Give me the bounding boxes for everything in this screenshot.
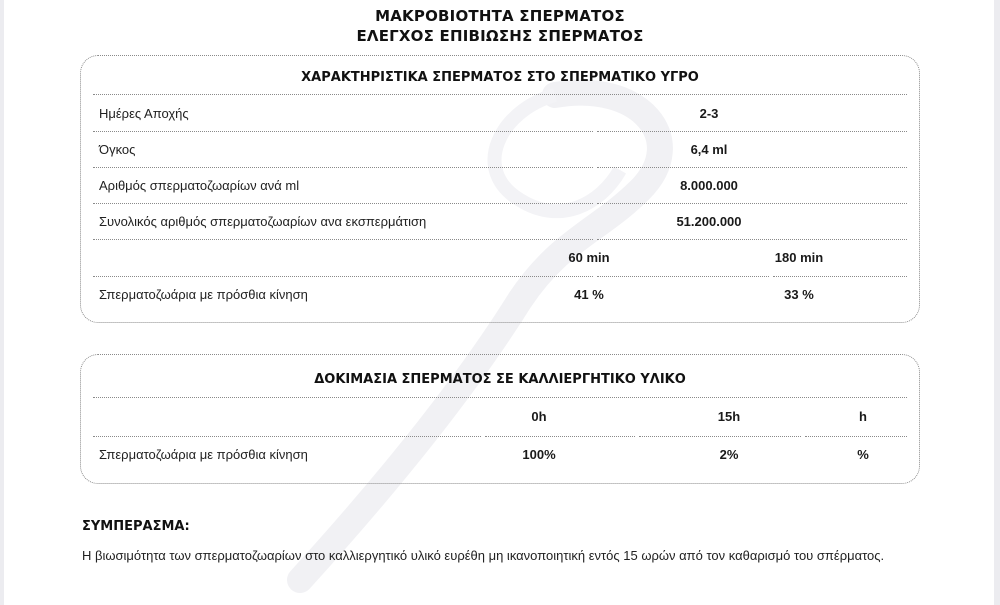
time-header-row xyxy=(93,240,907,276)
row-label: Ημέρες Αποχής xyxy=(99,106,189,121)
time-header: 0h xyxy=(531,409,547,424)
page-edge-right xyxy=(994,0,1000,605)
row-label: Σπερματοζωάρια με πρόσθια κίνηση xyxy=(99,447,308,462)
motility-value: 2% xyxy=(719,447,739,462)
time-header: 15h xyxy=(717,409,741,424)
time-header: 180 min xyxy=(774,250,824,265)
row-value: 6,4 ml xyxy=(690,142,728,157)
document-title xyxy=(0,6,1000,46)
section-title: ΔΟΚΙΜΑΣΙΑ ΣΠΕΡΜΑΤΟΣ ΣΕ ΚΑΛΛΙΕΡΓΗΤΙΚΟ ΥΛΙΚΟ xyxy=(314,372,686,387)
row-value: 51.200.000 xyxy=(676,214,742,229)
semen-characteristics-panel xyxy=(80,55,920,323)
motility-row xyxy=(93,437,907,473)
row-value: 8.000.000 xyxy=(680,178,738,193)
table-row xyxy=(93,168,907,204)
time-header: 60 min xyxy=(568,250,610,265)
conclusion-heading: ΣΥΜΠΕΡΑΣΜΑ: xyxy=(82,519,190,534)
title-line-2: ΕΛΕΓΧΟΣ ΕΠΙΒΙΩΣΗΣ ΣΠΕΡΜΑΤΟΣ xyxy=(356,27,644,45)
time-header-row xyxy=(93,399,907,435)
section-title: ΧΑΡΑΚΤΗΡΙΣΤΙΚΑ ΣΠΕΡΜΑΤΟΣ ΣΤΟ ΣΠΕΡΜΑΤΙΚΟ ΥΓΡΟ xyxy=(301,70,699,85)
table-row xyxy=(93,204,907,240)
page-edge-left xyxy=(0,0,4,605)
row-label: Συνολικός αριθμός σπερματοζωαρίων ανα εκσπερμάτιση xyxy=(99,214,427,229)
table-row xyxy=(93,132,907,168)
row-label: Αριθμός σπερματοζωαρίων ανά ml xyxy=(99,178,300,193)
title-line-1: ΜΑΚΡΟΒΙΟΤΗΤΑ ΣΠΕΡΜΑΤΟΣ xyxy=(375,7,625,25)
row-label: Όγκος xyxy=(99,142,136,157)
motility-row xyxy=(93,277,907,313)
time-header: h xyxy=(859,409,867,424)
row-label: Σπερματοζωάρια με πρόσθια κίνηση xyxy=(99,287,308,302)
motility-value: 100% xyxy=(522,447,556,462)
conclusion-text: Η βιωσιμότητα των σπερματοζωαρίων στο καλλιεργητικό υλικό ευρέθη μη ικανοποιητική εντός 15 ωρών από τον καθαρισμό του σπέρματος. xyxy=(82,548,885,563)
motility-value: 33 % xyxy=(784,287,814,302)
row-value: 2-3 xyxy=(699,106,719,121)
culture-test-panel xyxy=(80,354,920,484)
table-row xyxy=(93,96,907,132)
motility-value: % xyxy=(857,447,869,462)
motility-value: 41 % xyxy=(574,287,604,302)
